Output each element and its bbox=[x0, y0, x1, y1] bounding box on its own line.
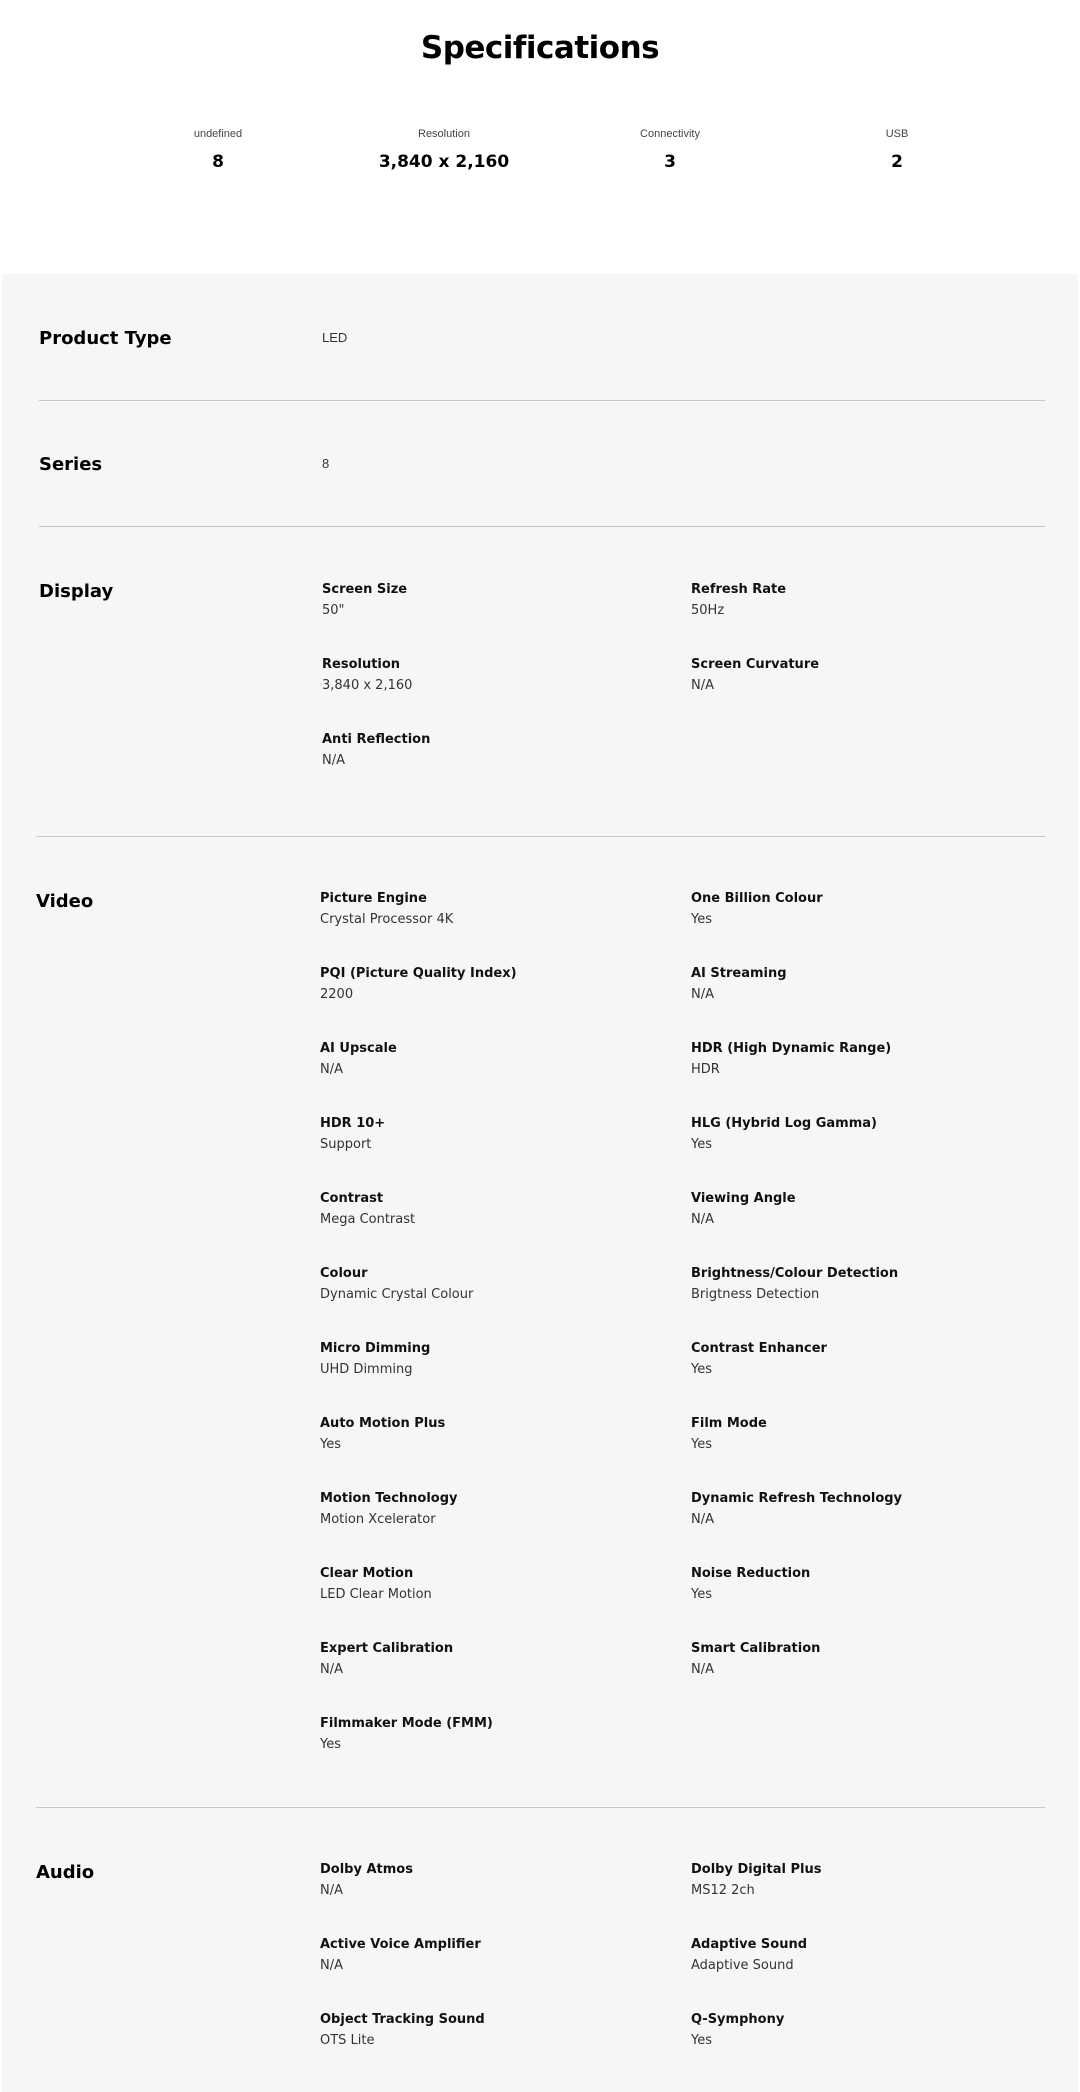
spec-label: Dynamic Refresh Technology bbox=[691, 1491, 903, 1506]
spec-value: N/A bbox=[691, 1512, 714, 1527]
spec-item bbox=[320, 890, 640, 929]
spec-value: LED Clear Motion bbox=[320, 1587, 432, 1602]
spec-label: Dolby Atmos bbox=[320, 1862, 413, 1877]
spec-label: Colour bbox=[320, 1266, 368, 1281]
highlight-value: 3,840 x 2,160 bbox=[378, 152, 510, 172]
spec-item bbox=[320, 1415, 640, 1454]
spec-value: N/A bbox=[320, 1883, 343, 1898]
spec-item bbox=[320, 965, 640, 1004]
spec-value: Yes bbox=[691, 912, 712, 927]
spec-label: HDR (High Dynamic Range) bbox=[691, 1041, 892, 1056]
spec-value: N/A bbox=[691, 1212, 714, 1227]
spec-value: Yes bbox=[691, 2033, 712, 2048]
spec-label: One Billion Colour bbox=[691, 891, 823, 906]
spec-label: PQI (Picture Quality Index) bbox=[320, 966, 517, 981]
spec-value: N/A bbox=[691, 1662, 714, 1677]
spec-value: Yes bbox=[691, 1587, 712, 1602]
spec-item bbox=[691, 1936, 1011, 1975]
spec-item bbox=[691, 656, 1011, 695]
section-title: Product Type bbox=[39, 328, 172, 349]
spec-label: HLG (Hybrid Log Gamma) bbox=[691, 1116, 877, 1131]
spec-value: 3,840 x 2,160 bbox=[322, 678, 413, 693]
spec-item bbox=[691, 1115, 1011, 1154]
spec-item bbox=[322, 731, 642, 770]
section-title: Display bbox=[39, 581, 114, 602]
highlight-resolution bbox=[324, 128, 564, 172]
spec-item bbox=[691, 1340, 1011, 1379]
section-divider bbox=[36, 836, 1045, 837]
spec-item bbox=[320, 2011, 640, 2050]
highlight-usb bbox=[777, 128, 1017, 172]
spec-value: Motion Xcelerator bbox=[320, 1512, 436, 1527]
spec-label: Object Tracking Sound bbox=[320, 2012, 485, 2027]
spec-item bbox=[320, 1340, 640, 1379]
highlight-value: 8 bbox=[212, 152, 224, 172]
spec-label: Contrast Enhancer bbox=[691, 1341, 827, 1356]
spec-label: Brightness/Colour Detection bbox=[691, 1266, 899, 1281]
highlight-label: undefined bbox=[193, 128, 243, 140]
spec-item bbox=[691, 890, 1011, 929]
spec-item bbox=[320, 1115, 640, 1154]
highlight-label: USB bbox=[885, 128, 909, 140]
spec-value: Yes bbox=[320, 1437, 341, 1452]
specs-list bbox=[2, 274, 1078, 2092]
page-title: Specifications bbox=[420, 30, 660, 66]
spec-value: 2200 bbox=[320, 987, 354, 1002]
spec-item bbox=[691, 965, 1011, 1004]
spec-value: N/A bbox=[320, 1062, 343, 1077]
spec-label: Anti Reflection bbox=[322, 732, 431, 747]
spec-label: Noise Reduction bbox=[691, 1566, 811, 1581]
spec-label: Active Voice Amplifier bbox=[320, 1937, 481, 1952]
spec-value: N/A bbox=[320, 1662, 343, 1677]
spec-item bbox=[320, 1565, 640, 1604]
highlight-series bbox=[98, 128, 338, 172]
spec-value: 50" bbox=[322, 603, 345, 618]
series-value: 8 bbox=[322, 456, 330, 471]
spec-value: Mega Contrast bbox=[320, 1212, 416, 1227]
spec-value: N/A bbox=[322, 753, 345, 768]
spec-item bbox=[691, 1415, 1011, 1454]
highlight-connectivity bbox=[550, 128, 790, 172]
spec-value: Adaptive Sound bbox=[691, 1958, 794, 1973]
highlight-label: Connectivity bbox=[640, 128, 700, 140]
spec-label: Micro Dimming bbox=[320, 1341, 431, 1356]
spec-value: HDR bbox=[691, 1062, 720, 1077]
spec-item bbox=[320, 1190, 640, 1229]
spec-value: OTS Lite bbox=[320, 2033, 375, 2048]
spec-value: Yes bbox=[691, 1437, 712, 1452]
spec-label: Adaptive Sound bbox=[691, 1937, 808, 1952]
spec-item bbox=[320, 1936, 640, 1975]
spec-item bbox=[322, 581, 642, 620]
spec-value: Yes bbox=[320, 1737, 341, 1752]
spec-value: UHD Dimming bbox=[320, 1362, 413, 1377]
spec-label: Q-Symphony bbox=[691, 2012, 785, 2027]
spec-item bbox=[320, 1040, 640, 1079]
spec-item bbox=[691, 2011, 1011, 2050]
spec-label: Screen Size bbox=[322, 582, 408, 597]
section-divider bbox=[36, 1807, 1045, 1808]
spec-item bbox=[691, 1565, 1011, 1604]
section-divider bbox=[39, 400, 1045, 401]
section-title: Video bbox=[36, 891, 94, 912]
spec-value: 50Hz bbox=[691, 603, 725, 618]
spec-item bbox=[320, 1861, 640, 1900]
spec-value: N/A bbox=[691, 678, 714, 693]
product-type-value: LED bbox=[322, 330, 348, 345]
spec-value: Yes bbox=[691, 1362, 712, 1377]
spec-value: N/A bbox=[320, 1958, 343, 1973]
spec-label: AI Upscale bbox=[320, 1041, 397, 1056]
spec-label: Film Mode bbox=[691, 1416, 767, 1431]
spec-value: Yes bbox=[691, 1137, 712, 1152]
spec-value: Support bbox=[320, 1137, 372, 1152]
highlight-value: 3 bbox=[664, 152, 676, 172]
spec-value: Brigtness Detection bbox=[691, 1287, 820, 1302]
key-specs-highlights bbox=[0, 128, 1080, 188]
spec-item bbox=[691, 1190, 1011, 1229]
spec-label: Dolby Digital Plus bbox=[691, 1862, 822, 1877]
spec-item bbox=[320, 1640, 640, 1679]
section-title: Series bbox=[39, 454, 103, 475]
section-title: Audio bbox=[36, 1862, 95, 1883]
spec-label: Expert Calibration bbox=[320, 1641, 454, 1656]
spec-value: MS12 2ch bbox=[691, 1883, 755, 1898]
spec-value: N/A bbox=[691, 987, 714, 1002]
spec-label: Smart Calibration bbox=[691, 1641, 821, 1656]
spec-item bbox=[320, 1265, 640, 1304]
spec-label: Picture Engine bbox=[320, 891, 427, 906]
section-divider bbox=[39, 526, 1045, 527]
spec-label: Filmmaker Mode (FMM) bbox=[320, 1716, 493, 1731]
spec-item bbox=[691, 1265, 1011, 1304]
spec-item bbox=[691, 581, 1011, 620]
spec-item bbox=[691, 1640, 1011, 1679]
spec-item bbox=[691, 1861, 1011, 1900]
spec-item bbox=[322, 656, 642, 695]
highlight-label: Resolution bbox=[418, 128, 470, 140]
spec-label: AI Streaming bbox=[691, 966, 787, 981]
highlight-value: 2 bbox=[891, 152, 903, 172]
spec-item bbox=[691, 1490, 1011, 1529]
spec-item bbox=[320, 1490, 640, 1529]
spec-label: Viewing Angle bbox=[691, 1191, 796, 1206]
spec-label: HDR 10+ bbox=[320, 1116, 386, 1131]
spec-label: Auto Motion Plus bbox=[320, 1416, 446, 1431]
spec-label: Motion Technology bbox=[320, 1491, 458, 1506]
spec-value: Dynamic Crystal Colour bbox=[320, 1287, 474, 1302]
spec-label: Clear Motion bbox=[320, 1566, 414, 1581]
spec-label: Contrast bbox=[320, 1191, 384, 1206]
spec-label: Resolution bbox=[322, 657, 401, 672]
spec-label: Screen Curvature bbox=[691, 657, 820, 672]
spec-item bbox=[320, 1715, 640, 1754]
spec-item bbox=[691, 1040, 1011, 1079]
spec-value: Crystal Processor 4K bbox=[320, 912, 454, 927]
specifications-header bbox=[0, 0, 1080, 274]
spec-label: Refresh Rate bbox=[691, 582, 787, 597]
